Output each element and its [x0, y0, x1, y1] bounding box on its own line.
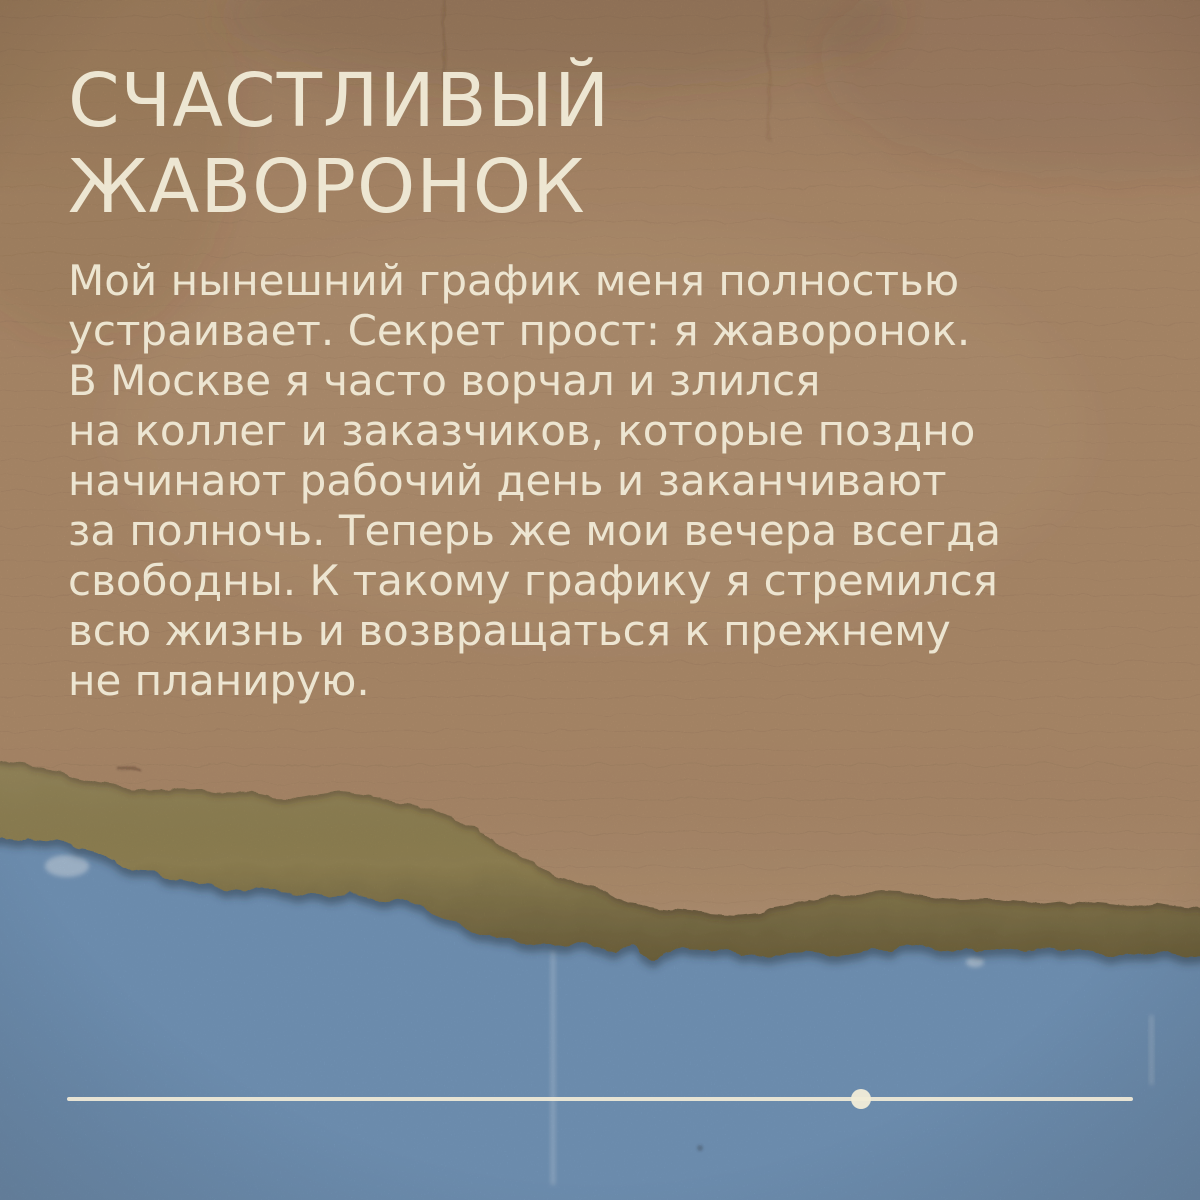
title-line-1: СЧАСТЛИВЫЙ: [68, 58, 611, 144]
progress-handle[interactable]: [851, 1089, 871, 1109]
body-line: на коллег и заказчиков, которые поздно: [68, 406, 976, 455]
page-title: [68, 58, 610, 230]
body-line: всю жизнь и возвращаться к прежнему: [68, 606, 951, 655]
body-line: начинают рабочий день и заканчивают: [68, 456, 947, 505]
body-line: свободны. К такому графику я стремился: [68, 556, 998, 605]
body-line: устраивает. Секрет прост: я жаворонок.: [68, 306, 971, 355]
title-line-2: ЖАВОРОНОК: [68, 144, 586, 230]
body-paragraph: [68, 256, 1001, 706]
body-line: за полночь. Теперь же мои вечера всегда: [68, 506, 1001, 555]
body-line: В Москве я часто ворчал и злился: [68, 356, 821, 405]
body-line: не планирую.: [68, 656, 370, 705]
body-line: Мой нынешний график меня полностью: [68, 256, 960, 305]
progress-track[interactable]: [67, 1097, 1133, 1101]
